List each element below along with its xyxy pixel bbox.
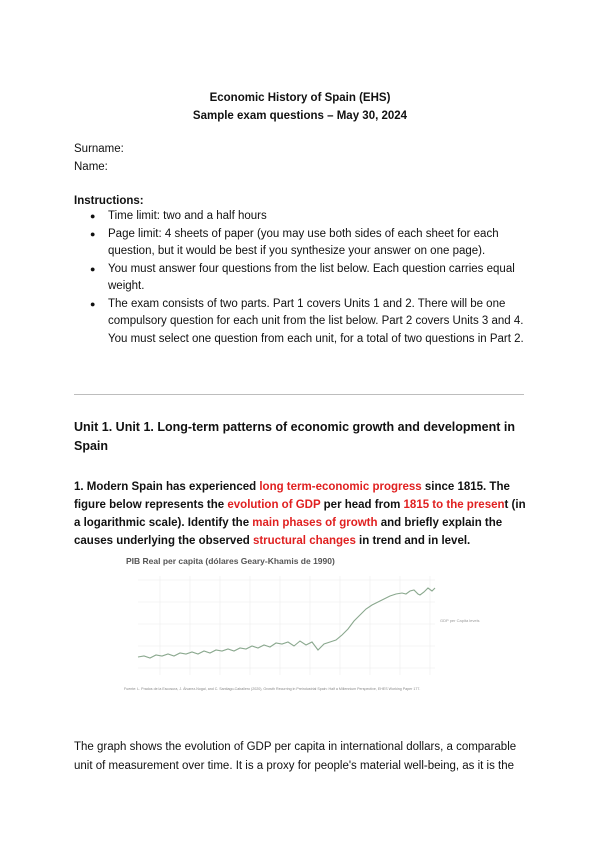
- gridlines: [138, 576, 435, 675]
- highlight: evolution of GDP: [227, 499, 321, 511]
- bullet-icon: ●: [90, 211, 96, 221]
- answer-paragraph: The graph shows the evolution of GDP per capita in international dollars, a comparable unit of measurement over time. It is a proxy for people's material well-being, as it is the: [74, 741, 517, 772]
- instructions-heading: Instructions:: [74, 195, 144, 207]
- gdp-series-line: [138, 588, 435, 658]
- document-subtitle: Sample exam questions – May 30, 2024: [192, 110, 408, 122]
- instructions-list: [74, 208, 534, 348]
- highlight: structural changes: [252, 535, 356, 547]
- name-label: Name:: [74, 161, 108, 173]
- figure-title: PIB Real per capita (dólares Geary-Khamis de 1990): [126, 556, 335, 566]
- section-divider: [74, 394, 524, 395]
- highlight: main phases of growth: [252, 517, 378, 529]
- bullet-icon: ●: [90, 228, 96, 239]
- list-item: ● You must answer four questions from the list below. Each question carries equal weight.: [90, 262, 515, 292]
- bullet-icon: ●: [90, 298, 96, 309]
- legend-label: GDP per Capita levels: [440, 618, 480, 623]
- list-item: ● The exam consists of two parts. Part 1 covers Units 1 and 2. There will be one compulsory question for each unit from the list below. Part 2 covers Units 3 and 4. You must select one question from each unit, for a total of two questions in Part 2.: [90, 297, 524, 345]
- question-1: 1. Modern Spain has experienced long term-economic progress since 1815. The figure below represents the evolution of GDP per head from 1815 to the present (in a logarithmic scale). Identify the main phases of growth and briefly explain the causes underlying the observed structural changes in trend and in level.: [74, 481, 526, 547]
- document-title: Economic History of Spain (EHS): [209, 92, 391, 104]
- highlight: long term-economic progress: [259, 481, 422, 493]
- list-item: ● Page limit: 4 sheets of paper (you may use both sides of each sheet for each question, but it would be best if you synthesize your answer on one page).: [90, 227, 499, 257]
- unit-heading: Unit 1. Unit 1. Long-term patterns of economic growth and development in Spain: [74, 420, 515, 453]
- figure-source: Fuente: L. Prados de la Escosura, J. Álvarez-Nogal, and C. Santiago-Caballero (2020), Growth Recurring in Preindustrial Spain: Half a Millennium Perspective, EHES Working Paper 177.: [124, 687, 421, 691]
- list-item: ● Time limit: two and a half hours: [74, 208, 534, 226]
- surname-label: Surname:: [74, 143, 124, 155]
- bullet-icon: ●: [90, 263, 96, 274]
- highlight: 1815 to the presen: [403, 499, 505, 511]
- gdp-figure: [120, 550, 500, 698]
